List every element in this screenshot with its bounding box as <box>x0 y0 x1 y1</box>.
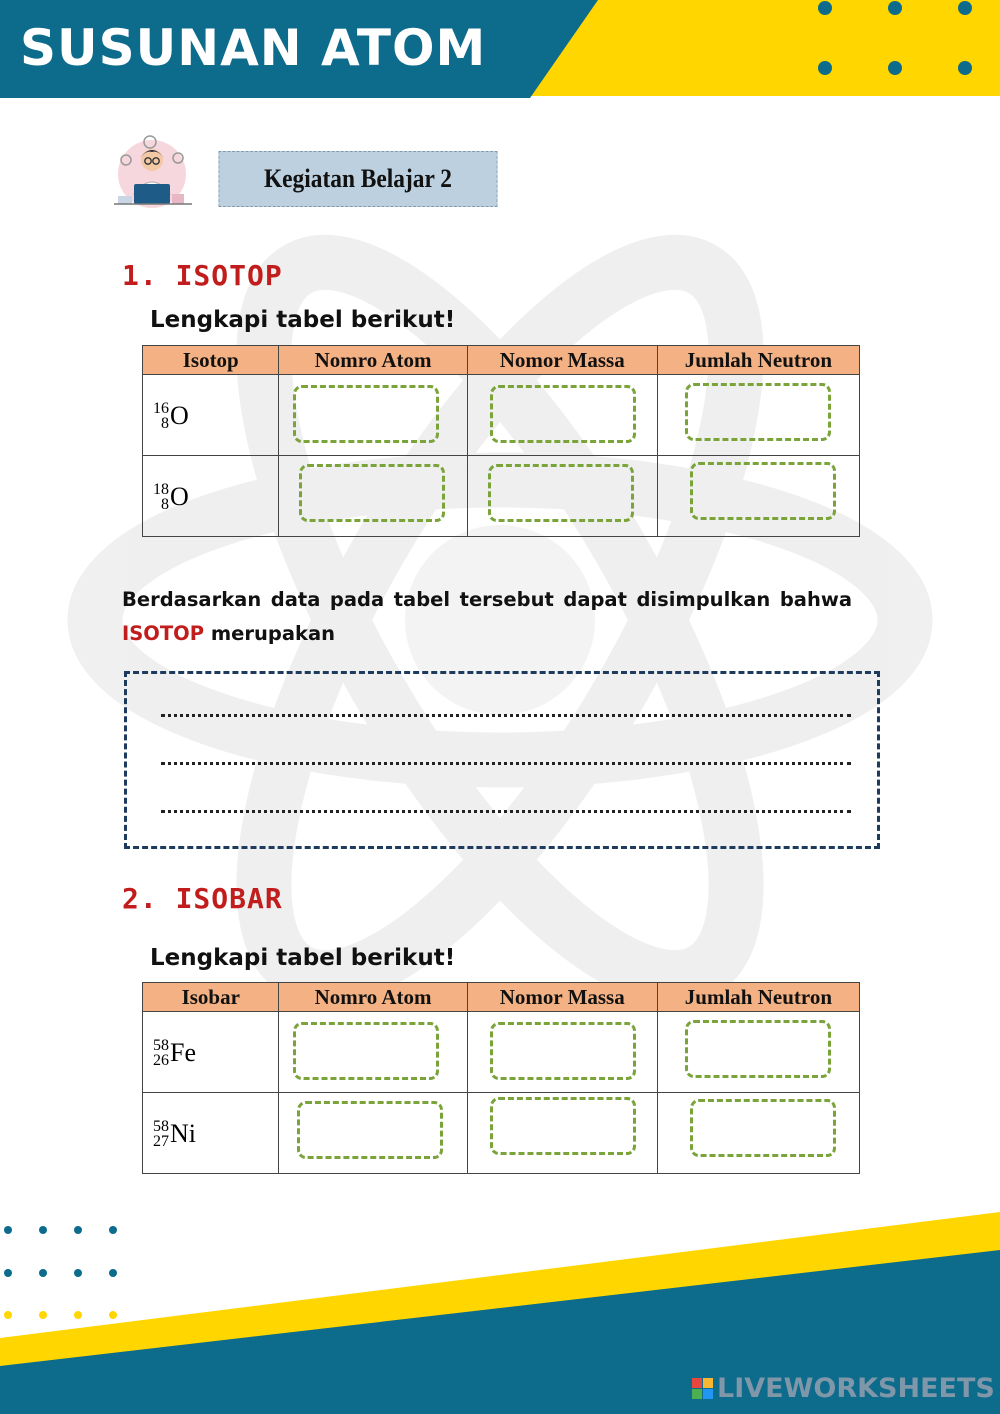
column-header: Nomor Massa <box>467 983 657 1012</box>
table-header-row <box>143 983 860 1012</box>
answer-input-mass-number[interactable] <box>490 1097 636 1155</box>
conclusion-text <box>122 583 852 651</box>
answer-cell <box>279 1012 467 1093</box>
table-row <box>143 375 860 456</box>
header-yellow-band <box>530 0 1000 96</box>
atomic-number: 8 <box>161 495 169 513</box>
answer-cell <box>657 1093 859 1174</box>
nuclide-notation <box>153 482 189 512</box>
conclusion-prefix: Berdasarkan data pada tabel tersebut dapat disimpulkan bahwa <box>122 588 852 611</box>
conclusion-suffix: merupakan <box>210 622 336 645</box>
answer-cell <box>657 1012 859 1093</box>
answer-cell <box>657 456 859 537</box>
page-title: SUSUNAN ATOM <box>20 19 487 77</box>
scientist-laptop-icon <box>106 132 198 208</box>
answer-line[interactable] <box>161 710 851 717</box>
atomic-number: 27 <box>153 1132 169 1150</box>
answer-cell <box>467 1093 657 1174</box>
element-symbol: O <box>170 481 189 511</box>
isotop-table <box>142 345 860 537</box>
answer-input-neutron-count[interactable] <box>685 1020 831 1078</box>
nuclide-notation <box>153 1038 196 1068</box>
conclusion-highlight: ISOTOP <box>122 622 205 645</box>
column-header: Nomro Atom <box>279 346 467 375</box>
answer-input-atomic-number[interactable] <box>293 1022 439 1080</box>
section-title-isotop: 1. ISOTOP <box>122 259 283 292</box>
column-header: Nomro Atom <box>279 983 467 1012</box>
element-symbol: Ni <box>170 1118 196 1148</box>
element-symbol: Fe <box>170 1037 196 1067</box>
answer-line[interactable] <box>161 806 851 813</box>
answer-cell <box>279 456 467 537</box>
answer-input-atomic-number[interactable] <box>299 464 445 522</box>
liveworksheets-icon <box>692 1378 713 1399</box>
element-symbol: O <box>170 400 189 430</box>
answer-line[interactable] <box>161 758 851 765</box>
mass-number: 58 <box>153 1117 169 1135</box>
table-row <box>143 1012 860 1093</box>
answer-input-neutron-count[interactable] <box>690 1099 836 1157</box>
answer-cell <box>657 375 859 456</box>
liveworksheets-logo <box>692 1373 995 1404</box>
nuclide-notation <box>153 401 189 431</box>
section-title-isobar: 2. ISOBAR <box>122 882 283 915</box>
column-header: Isotop <box>143 346 279 375</box>
answer-cell <box>279 375 467 456</box>
column-header: Nomor Massa <box>467 346 657 375</box>
answer-cell <box>279 1093 467 1174</box>
conclusion-answer-area[interactable] <box>124 671 880 849</box>
nuclide-cell <box>143 375 279 456</box>
atomic-number: 8 <box>161 414 169 432</box>
mass-number: 18 <box>153 480 169 498</box>
table-row <box>143 456 860 537</box>
answer-input-mass-number[interactable] <box>490 385 636 443</box>
answer-input-mass-number[interactable] <box>488 464 634 522</box>
table-row <box>143 1093 860 1174</box>
column-header: Isobar <box>143 983 279 1012</box>
atomic-number: 26 <box>153 1051 169 1069</box>
answer-input-mass-number[interactable] <box>490 1022 636 1080</box>
answer-input-neutron-count[interactable] <box>685 383 831 441</box>
nuclide-cell <box>143 456 279 537</box>
table-header-row <box>143 346 860 375</box>
mass-number: 16 <box>153 399 169 417</box>
answer-cell <box>467 375 657 456</box>
nuclide-cell <box>143 1012 279 1093</box>
answer-cell <box>467 1012 657 1093</box>
isobar-table <box>142 982 860 1174</box>
brand-name: LIVEWORKSHEETS <box>717 1373 995 1404</box>
nuclide-notation <box>153 1119 196 1149</box>
activity-badge: Kegiatan Belajar 2 <box>219 151 498 207</box>
instruction-isotop: Lengkapi tabel berikut! <box>150 307 456 333</box>
answer-input-atomic-number[interactable] <box>297 1101 443 1159</box>
nuclide-cell <box>143 1093 279 1174</box>
answer-cell <box>467 456 657 537</box>
instruction-isobar: Lengkapi tabel berikut! <box>150 945 456 971</box>
mass-number: 58 <box>153 1036 169 1054</box>
column-header: Jumlah Neutron <box>657 983 859 1012</box>
answer-input-atomic-number[interactable] <box>293 385 439 443</box>
answer-input-neutron-count[interactable] <box>690 462 836 520</box>
column-header: Jumlah Neutron <box>657 346 859 375</box>
